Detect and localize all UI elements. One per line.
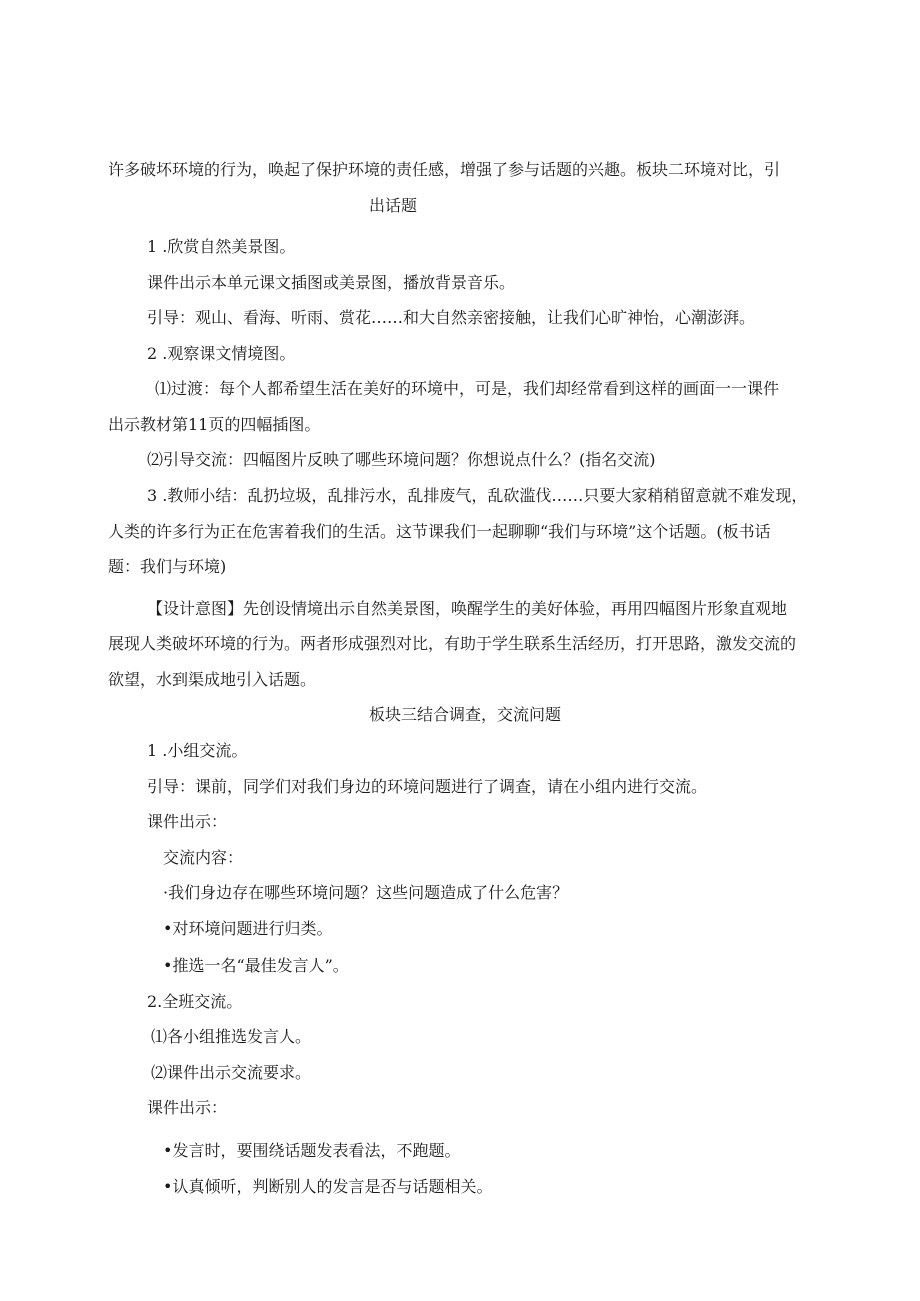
text-line: ⑵课件出示交流要求。 [151, 1063, 312, 1082]
text-line: 课件出示本单元课文插图或美景图，播放背景音乐。 [147, 273, 516, 292]
text-line: ⑴过渡：每个人都希望生活在美好的环境中，可是，我们却经常看到这样的画面一一课件 [155, 379, 780, 398]
list-item: •认真倾听，判断别人的发言是否与话题相关。 [163, 1177, 493, 1196]
text-line: 课件出示： [147, 1098, 228, 1117]
text-line: 1 .小组交流。 [147, 741, 248, 760]
text-line: 欲望，水到渠成地引入话题。 [108, 670, 317, 689]
text-line: 交流内容： [163, 848, 244, 867]
text-line: ⑵引导交流：四幅图片反映了哪些环境问题？你想说点什么？(指名交流) [147, 450, 656, 469]
text-line: 引导：课前，同学们对我们身边的环境问题进行了调查，请在小组内进行交流。 [147, 777, 708, 796]
text-line: 2.全班交流。 [147, 992, 243, 1011]
text-line: 展现人类破坏环境的行为。两者形成强烈对比，有助于学生联系生活经历，打开思路，激发交流的 [108, 634, 797, 653]
list-item: •推选一名“最佳发言人”。 [163, 956, 349, 975]
text-line: 【设计意图】先创设情境出示自然美景图，唤醒学生的美好体验，再用四幅图片形象直观地 [147, 599, 788, 618]
list-item: ·我们身边存在哪些环境问题？这些问题造成了什么危害？ [163, 883, 569, 902]
list-item: •对环境问题进行归类。 [163, 919, 333, 938]
text-line: 题：我们与环境) [108, 557, 227, 576]
section-heading: 出话题 [369, 196, 418, 215]
text-line: 2 .观察课文情境图。 [147, 344, 296, 363]
list-item: •发言时，要围绕话题发表看法，不跑题。 [163, 1141, 461, 1160]
text-line: ⑴各小组推选发言人。 [151, 1027, 312, 1046]
section-heading: 板块三结合调查，交流问题 [369, 705, 562, 724]
text-line: 3 .教师小结：乱扔垃圾，乱排污水，乱排废气，乱砍滥伐……只要大家稍稍留意就不难发现， [147, 486, 808, 505]
text-line: 1 .欣赏自然美景图。 [147, 237, 296, 256]
text-line: 人类的许多行为正在危害着我们的生活。这节课我们一起聊聊“我们与环境”这个话题。(板书话 [108, 522, 771, 541]
text-line: 许多破坏环境的行为，唤起了保护环境的责任感，增强了参与话题的兴趣。板块二环境对比，引 [108, 160, 781, 179]
text-line: 课件出示： [147, 812, 228, 831]
text-line: 出示教材第11页的四幅插图。 [108, 415, 321, 434]
text-line: 引导：观山、看海、听雨、赏花……和大自然亲密接触，让我们心旷神怡，心潮澎湃。 [147, 308, 756, 327]
